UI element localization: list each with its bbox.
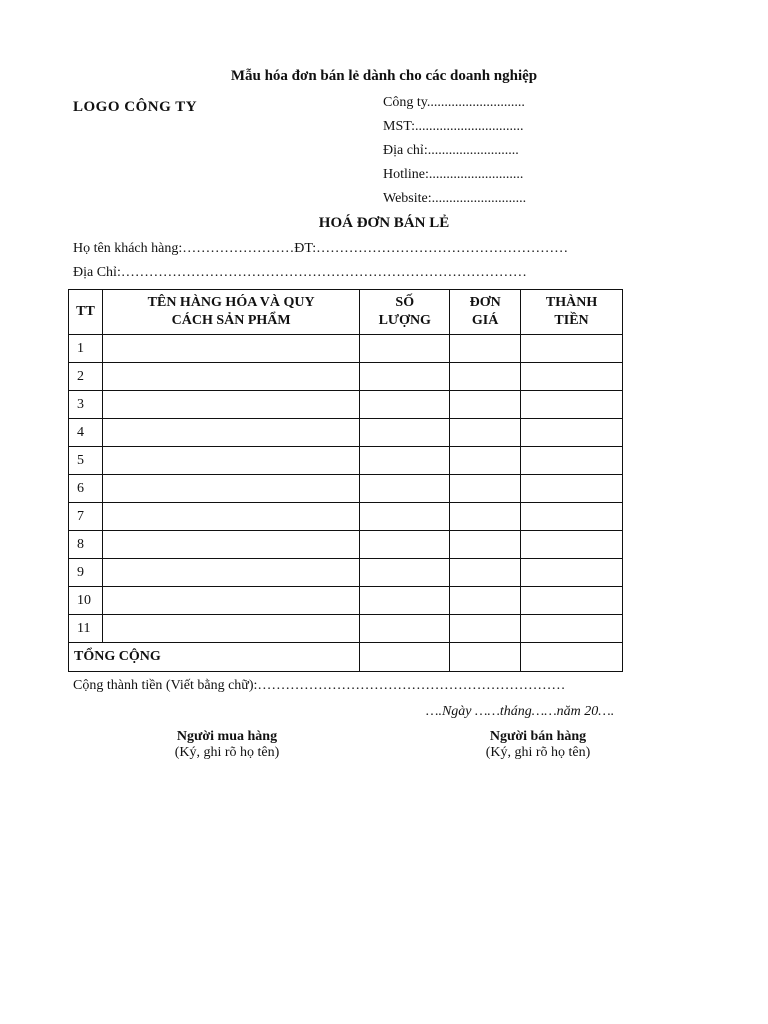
amount-cell	[521, 503, 623, 531]
quantity-cell	[360, 447, 450, 475]
table-row	[69, 447, 623, 475]
header-product-name: TÊN HÀNG HÓA VÀ QUY CÁCH SẢN PHẨM	[102, 290, 359, 335]
buyer-sign-note: (Ký, ghi rõ họ tên)	[174, 745, 280, 760]
total-label: TỔNG CỘNG	[69, 643, 360, 672]
row-number-cell: 3	[69, 391, 103, 419]
row-number-cell: 2	[69, 363, 103, 391]
amount-cell	[521, 335, 623, 363]
hotline-line: Hotline:...........................	[383, 167, 524, 182]
product-name-cell	[102, 531, 359, 559]
quantity-cell	[360, 587, 450, 615]
amount-in-words-line: Cộng thành tiền (Viết bằng chữ):…………………………………………………………	[73, 678, 566, 693]
unit-price-cell	[450, 363, 521, 391]
row-number-cell: 9	[69, 559, 103, 587]
address-line-company: Địa chỉ:..........................	[383, 143, 519, 158]
amount-cell	[521, 475, 623, 503]
buyer-role: Người mua hàng	[176, 729, 278, 744]
product-name-cell	[102, 559, 359, 587]
date-line: ….Ngày ……tháng……năm 20….	[426, 704, 615, 719]
row-number-cell: 8	[69, 531, 103, 559]
table-row	[69, 419, 623, 447]
total-quantity-cell	[360, 643, 450, 672]
unit-price-cell	[450, 559, 521, 587]
header-amount: THÀNH TIỀN	[521, 290, 623, 335]
total-row	[69, 643, 623, 672]
unit-price-cell	[450, 503, 521, 531]
table-row	[69, 615, 623, 643]
table-header-row	[69, 290, 623, 335]
quantity-cell	[360, 391, 450, 419]
amount-cell	[521, 419, 623, 447]
row-number-cell: 6	[69, 475, 103, 503]
unit-price-cell	[450, 615, 521, 643]
total-price-cell	[450, 643, 521, 672]
website-line: Website:...........................	[383, 191, 527, 206]
table-row	[69, 475, 623, 503]
product-name-cell	[102, 391, 359, 419]
invoice-title: HOÁ ĐƠN BÁN LẺ	[318, 215, 450, 231]
table-row	[69, 559, 623, 587]
unit-price-cell	[450, 475, 521, 503]
unit-price-cell	[450, 335, 521, 363]
buyer-signature-block	[97, 729, 357, 761]
table-row	[69, 587, 623, 615]
header-quantity: SỐ LƯỢNG	[360, 290, 450, 335]
quantity-cell	[360, 419, 450, 447]
table-row	[69, 335, 623, 363]
amount-cell	[521, 531, 623, 559]
unit-price-cell	[450, 587, 521, 615]
quantity-cell	[360, 503, 450, 531]
customer-address-line: Địa Chỉ:……………………………………………………………………………	[73, 265, 527, 280]
seller-signature-block	[408, 729, 668, 761]
product-name-cell	[102, 419, 359, 447]
unit-price-cell	[450, 419, 521, 447]
row-number-cell: 7	[69, 503, 103, 531]
product-name-cell	[102, 587, 359, 615]
amount-cell	[521, 391, 623, 419]
table-row	[69, 391, 623, 419]
product-name-cell	[102, 447, 359, 475]
total-amount-cell	[521, 643, 623, 672]
unit-price-cell	[450, 531, 521, 559]
quantity-cell	[360, 363, 450, 391]
product-name-cell	[102, 503, 359, 531]
invoice-items-table	[68, 289, 623, 672]
quantity-cell	[360, 531, 450, 559]
row-number-cell: 10	[69, 587, 103, 615]
amount-cell	[521, 447, 623, 475]
table-row	[69, 363, 623, 391]
product-name-cell	[102, 363, 359, 391]
document-title: Mẫu hóa đơn bán lẻ dành cho các doanh nghiệp	[230, 68, 538, 84]
company-name-line: Công ty............................	[383, 95, 525, 110]
customer-name-line: Họ tên khách hàng:……………………ĐT:………………………………………………	[73, 241, 569, 256]
tax-code-line: MST:...............................	[383, 119, 524, 134]
quantity-cell	[360, 335, 450, 363]
quantity-cell	[360, 475, 450, 503]
row-number-cell: 5	[69, 447, 103, 475]
quantity-cell	[360, 615, 450, 643]
amount-cell	[521, 363, 623, 391]
amount-cell	[521, 615, 623, 643]
seller-sign-note: (Ký, ghi rõ họ tên)	[485, 745, 591, 760]
company-logo-placeholder: LOGO CÔNG TY	[73, 99, 198, 115]
header-tt: TT	[69, 290, 103, 335]
table-row	[69, 503, 623, 531]
row-number-cell: 1	[69, 335, 103, 363]
header-unit-price: ĐƠN GIÁ	[450, 290, 521, 335]
unit-price-cell	[450, 391, 521, 419]
product-name-cell	[102, 335, 359, 363]
table-row	[69, 531, 623, 559]
product-name-cell	[102, 475, 359, 503]
unit-price-cell	[450, 447, 521, 475]
product-name-cell	[102, 615, 359, 643]
amount-cell	[521, 587, 623, 615]
amount-cell	[521, 559, 623, 587]
row-number-cell: 4	[69, 419, 103, 447]
seller-role: Người bán hàng	[489, 729, 587, 744]
quantity-cell	[360, 559, 450, 587]
row-number-cell: 11	[69, 615, 103, 643]
